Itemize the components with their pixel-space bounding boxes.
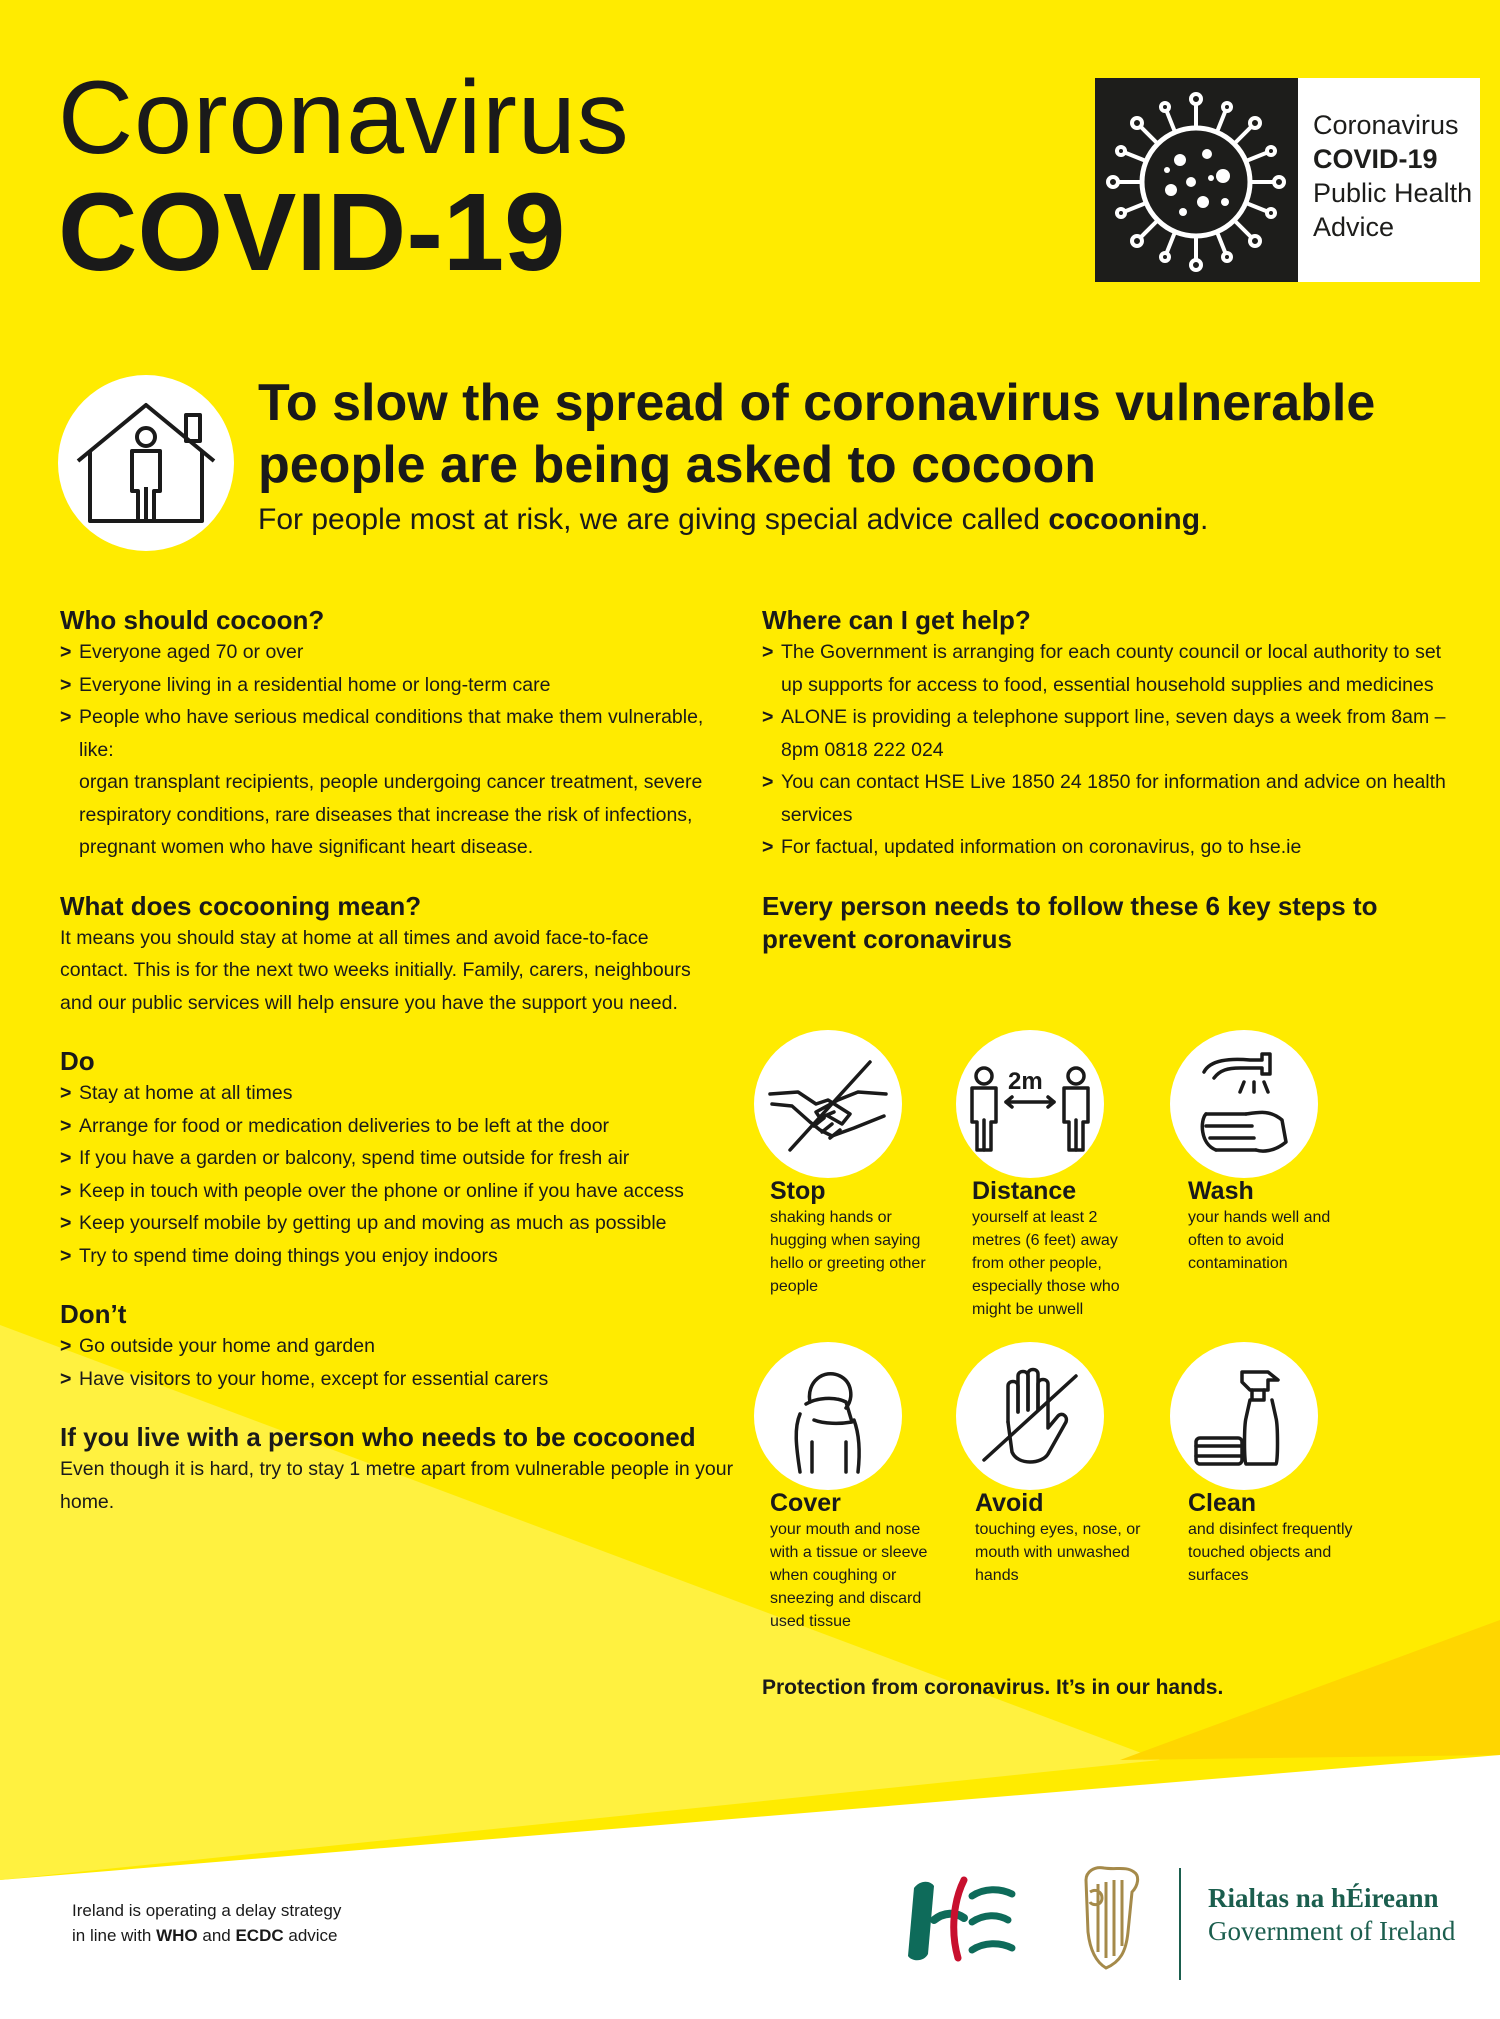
logo-line3: Public Health [1313,178,1473,208]
step-distance-desc: yourself at least 2 metres (6 feet) away from other people, especially those who might be unwell [972,1209,1120,1318]
cough-elbow-icon [754,1342,902,1490]
who-heading: Who should cocoon? [60,605,325,635]
hse-logo-icon [900,1870,1020,1970]
footer-line1: Ireland is operating a delay strategy [72,1901,342,1920]
no-handshake-icon [754,1030,902,1178]
list-item: > Stay at home at all times [60,1077,740,1110]
list-item: > Have visitors to your home, except for essential carers [60,1363,740,1396]
tagline: Protection from coronavirus. It’s in our hands. [762,1676,1224,1699]
subheadline-text: For people most at risk, we are giving special advice called [258,503,1049,536]
livewith-section [60,1421,740,1518]
step-distance-title: Distance [972,1177,1077,1205]
meaning-section [60,890,740,1020]
gov-divider [1179,1868,1181,1980]
steps-heading: Every person needs to follow these 6 key steps to prevent coronavirus [762,890,1378,954]
harp-icon [1076,1862,1156,1974]
distance-icon [956,1030,1104,1178]
who-list [60,636,740,766]
list-item: > Everyone aged 70 or over [60,636,740,669]
virus-icon [1095,78,1298,282]
livewith-text: Even though it is hard, try to stay 1 metre apart from vulnerable people in your home. [60,1458,734,1513]
step-stop-desc: shaking hands or hugging when saying hello or greeting other people [770,1209,926,1295]
gov-logo-text [1208,1882,1455,1948]
list-item: > The Government is arranging for each county council or local authority to set up supports for access to food, essential household supplies and medicines [762,636,1462,701]
dont-section [60,1298,740,1395]
dont-heading: Don’t [60,1299,127,1329]
logo-line2: COVID-19 [1313,144,1438,174]
step-wash-desc: your hands well and often to avoid contamination [1188,1209,1331,1272]
step-stop-title: Stop [770,1177,826,1205]
list-item: > Arrange for food or medication deliveries to be left at the door [60,1110,740,1143]
gov-irish-name: Rialtas na hÉireann [1208,1883,1439,1913]
meaning-heading: What does cocooning mean? [60,890,422,921]
list-item: > ALONE is providing a telephone support line, seven days a week from 8am – 8pm 0818 222 024 [762,701,1462,766]
list-item: > People who have serious medical conditions that make them vulnerable, like: [60,701,740,766]
page-title-line2: COVID-19 [58,171,566,294]
step-avoid-desc: touching eyes, nose, or mouth with unwashed hands [975,1521,1141,1584]
logo-line1: Coronavirus [1313,110,1459,140]
footer-note [72,1898,341,1948]
footer-and: and [197,1926,236,1945]
step-clean-desc: and disinfect frequently touched objects and surfaces [1188,1521,1353,1584]
who-detail: organ transplant recipients, people undergoing cancer treatment, severe respiratory conditions, rare diseases that increase the risk of infections, pregnant women who have significant heart disease. [79,771,703,858]
spray-bottle-icon [1170,1342,1318,1490]
list-item: > If you have a garden or balcony, spend time outside for fresh air [60,1142,740,1175]
distance-label: 2m [1008,1068,1043,1095]
subheadline [258,502,1208,538]
footer-who: WHO [156,1926,198,1945]
list-item: > You can contact HSE Live 1850 24 1850 for information and advice on health services [762,766,1462,831]
who-section [60,604,740,864]
help-list [762,636,1462,864]
hand-wash-icon [1170,1030,1318,1178]
logo-line4: Advice [1313,212,1395,242]
livewith-heading: If you live with a person who needs to be cocooned [60,1422,696,1452]
step-cover-title: Cover [770,1489,841,1517]
left-column [60,604,740,1518]
do-section [60,1045,740,1272]
help-section [762,604,1462,864]
page-title-line1: Coronavirus [58,60,630,176]
meaning-text: It means you should stay at home at all times and avoid face-to-face contact. This is for the next two weeks initially. Family, carers, neighbours and our public services will help ensure you have the support you need. [60,926,691,1014]
no-touch-hand-icon [956,1342,1104,1490]
help-heading: Where can I get help? [762,605,1031,635]
covid-advice-logo [1095,78,1480,282]
step-clean-title: Clean [1188,1489,1257,1517]
footer-line2-suffix: advice [283,1926,338,1945]
step-cover-desc: your mouth and nose with a tissue or sleeve when coughing or sneezing and discard used tissue [770,1521,928,1630]
footer-line2 [72,1923,341,1948]
list-item: > Go outside your home and garden [60,1330,740,1363]
house-person-icon [58,375,234,551]
subheadline-bold: cocooning [1048,503,1201,536]
footer-line2-prefix: in line with [72,1926,157,1945]
do-heading: Do [60,1046,95,1076]
subheadline-end: . [1200,503,1209,536]
list-item: > Keep yourself mobile by getting up and moving as much as possible [60,1207,740,1240]
step-avoid-title: Avoid [975,1489,1044,1517]
logo-text [1313,108,1472,244]
list-item: > Keep in touch with people over the phone or online if you have access [60,1175,740,1208]
list-item: > Everyone living in a residential home or long-term care [60,669,740,702]
gov-english-name: Government of Ireland [1208,1916,1456,1946]
step-wash-title: Wash [1188,1177,1254,1205]
logo-dark-panel [1095,78,1298,282]
dont-list [60,1330,740,1395]
list-item: > For factual, updated information on coronavirus, go to hse.ie [762,831,1462,864]
do-list [60,1077,740,1272]
headline: To slow the spread of coronavirus vulnerable people are being asked to cocoon [258,374,1376,494]
list-item: > Try to spend time doing things you enjoy indoors [60,1240,740,1273]
footer-ecdc: ECDC [235,1926,284,1945]
right-column [762,604,1462,956]
